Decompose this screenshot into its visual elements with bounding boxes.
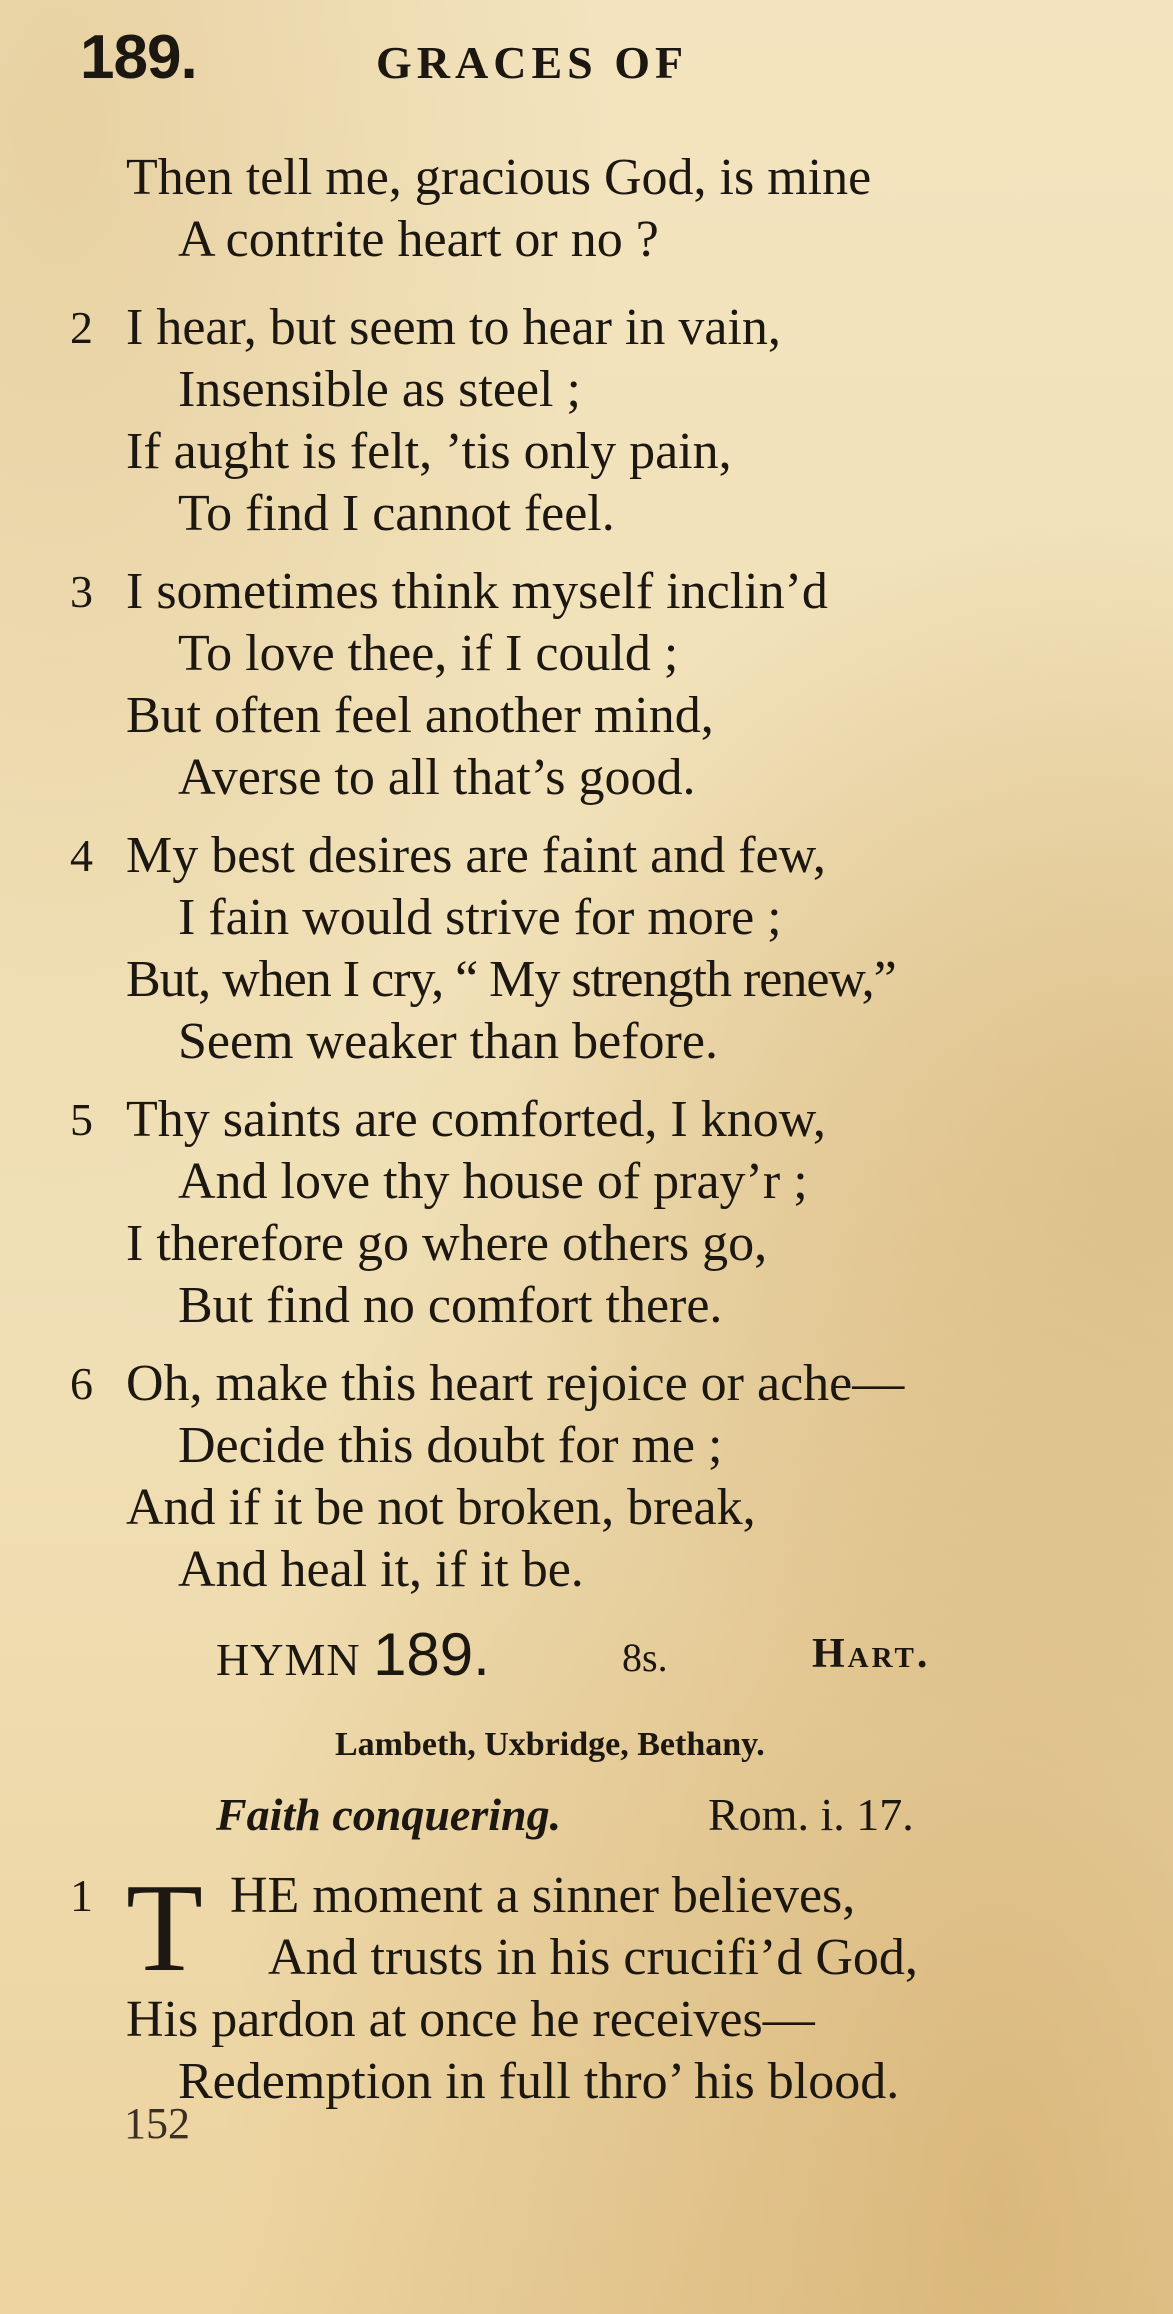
verse-line: Oh, make this heart rejoice or ache— — [126, 1355, 905, 1412]
hymn-meter: 8s. — [622, 1635, 668, 1680]
stanza-number: 6 — [70, 1358, 93, 1409]
verse-line: His pardon at once he receives— — [126, 1991, 815, 2048]
page-number: 189. — [80, 23, 197, 92]
verse-line: And trusts in his crucifi’d God, — [268, 1929, 918, 1986]
scripture-reference: Rom. i. 17. — [708, 1789, 914, 1840]
stanza-number: 5 — [70, 1094, 93, 1145]
verse-line: Redemption in full thro’ his blood. — [178, 2053, 900, 2110]
verse-line: Then tell me, gracious God, is mine — [126, 149, 872, 206]
verse-line: To find I cannot feel. — [178, 485, 615, 542]
hymn-author: Hart. — [812, 1631, 931, 1677]
hymn-subject: Faith conquering. — [216, 1789, 562, 1840]
hymn-heading — [216, 1620, 490, 1689]
verse-line: But, when I cry, “ My strength renew,” — [126, 951, 896, 1008]
verse-line: And love thy house of pray’r ; — [178, 1153, 808, 1210]
verse-line: And if it be not broken, break, — [126, 1479, 756, 1536]
verse-line: Insensible as steel ; — [178, 361, 581, 418]
verse-line: A contrite heart or no ? — [178, 211, 659, 268]
verse-line: I therefore go where others go, — [126, 1215, 768, 1272]
stanza-number: 2 — [70, 302, 93, 353]
verse-line: Thy saints are comforted, I know, — [126, 1091, 826, 1148]
verse-line: Averse to all that’s good. — [178, 749, 696, 806]
hymn-label: HYMN — [216, 1634, 361, 1685]
signature-mark: 152 — [124, 2099, 190, 2148]
stanza-number: 4 — [70, 830, 93, 881]
verse-line: If aught is felt, ’tis only pain, — [126, 423, 732, 480]
verse-line: Decide this doubt for me ; — [178, 1417, 723, 1474]
hymn-tunes: Lambeth, Uxbridge, Bethany. — [335, 1726, 765, 1763]
stanza-number: 3 — [70, 566, 93, 617]
verse-line: But find no comfort there. — [178, 1277, 723, 1334]
verse-line: I fain would strive for more ; — [178, 889, 782, 946]
verse-line: Seem weaker than before. — [178, 1013, 718, 1070]
verse-line: I hear, but seem to hear in vain, — [126, 299, 781, 356]
running-title: GRACES OF — [376, 37, 689, 88]
verse-line: And heal it, if it be. — [178, 1541, 584, 1598]
verse-line: I sometimes think myself inclin’d — [126, 563, 828, 620]
hymn-number: 189. — [373, 1621, 490, 1688]
verse-line: But often feel another mind, — [126, 687, 714, 744]
drop-cap: T — [126, 1859, 203, 1998]
stanza-number: 1 — [70, 1870, 93, 1921]
verse-line: My best desires are faint and few, — [126, 827, 826, 884]
verse-line: To love thee, if I could ; — [178, 625, 679, 682]
verse-line: HE moment a sinner believes, — [230, 1867, 856, 1924]
